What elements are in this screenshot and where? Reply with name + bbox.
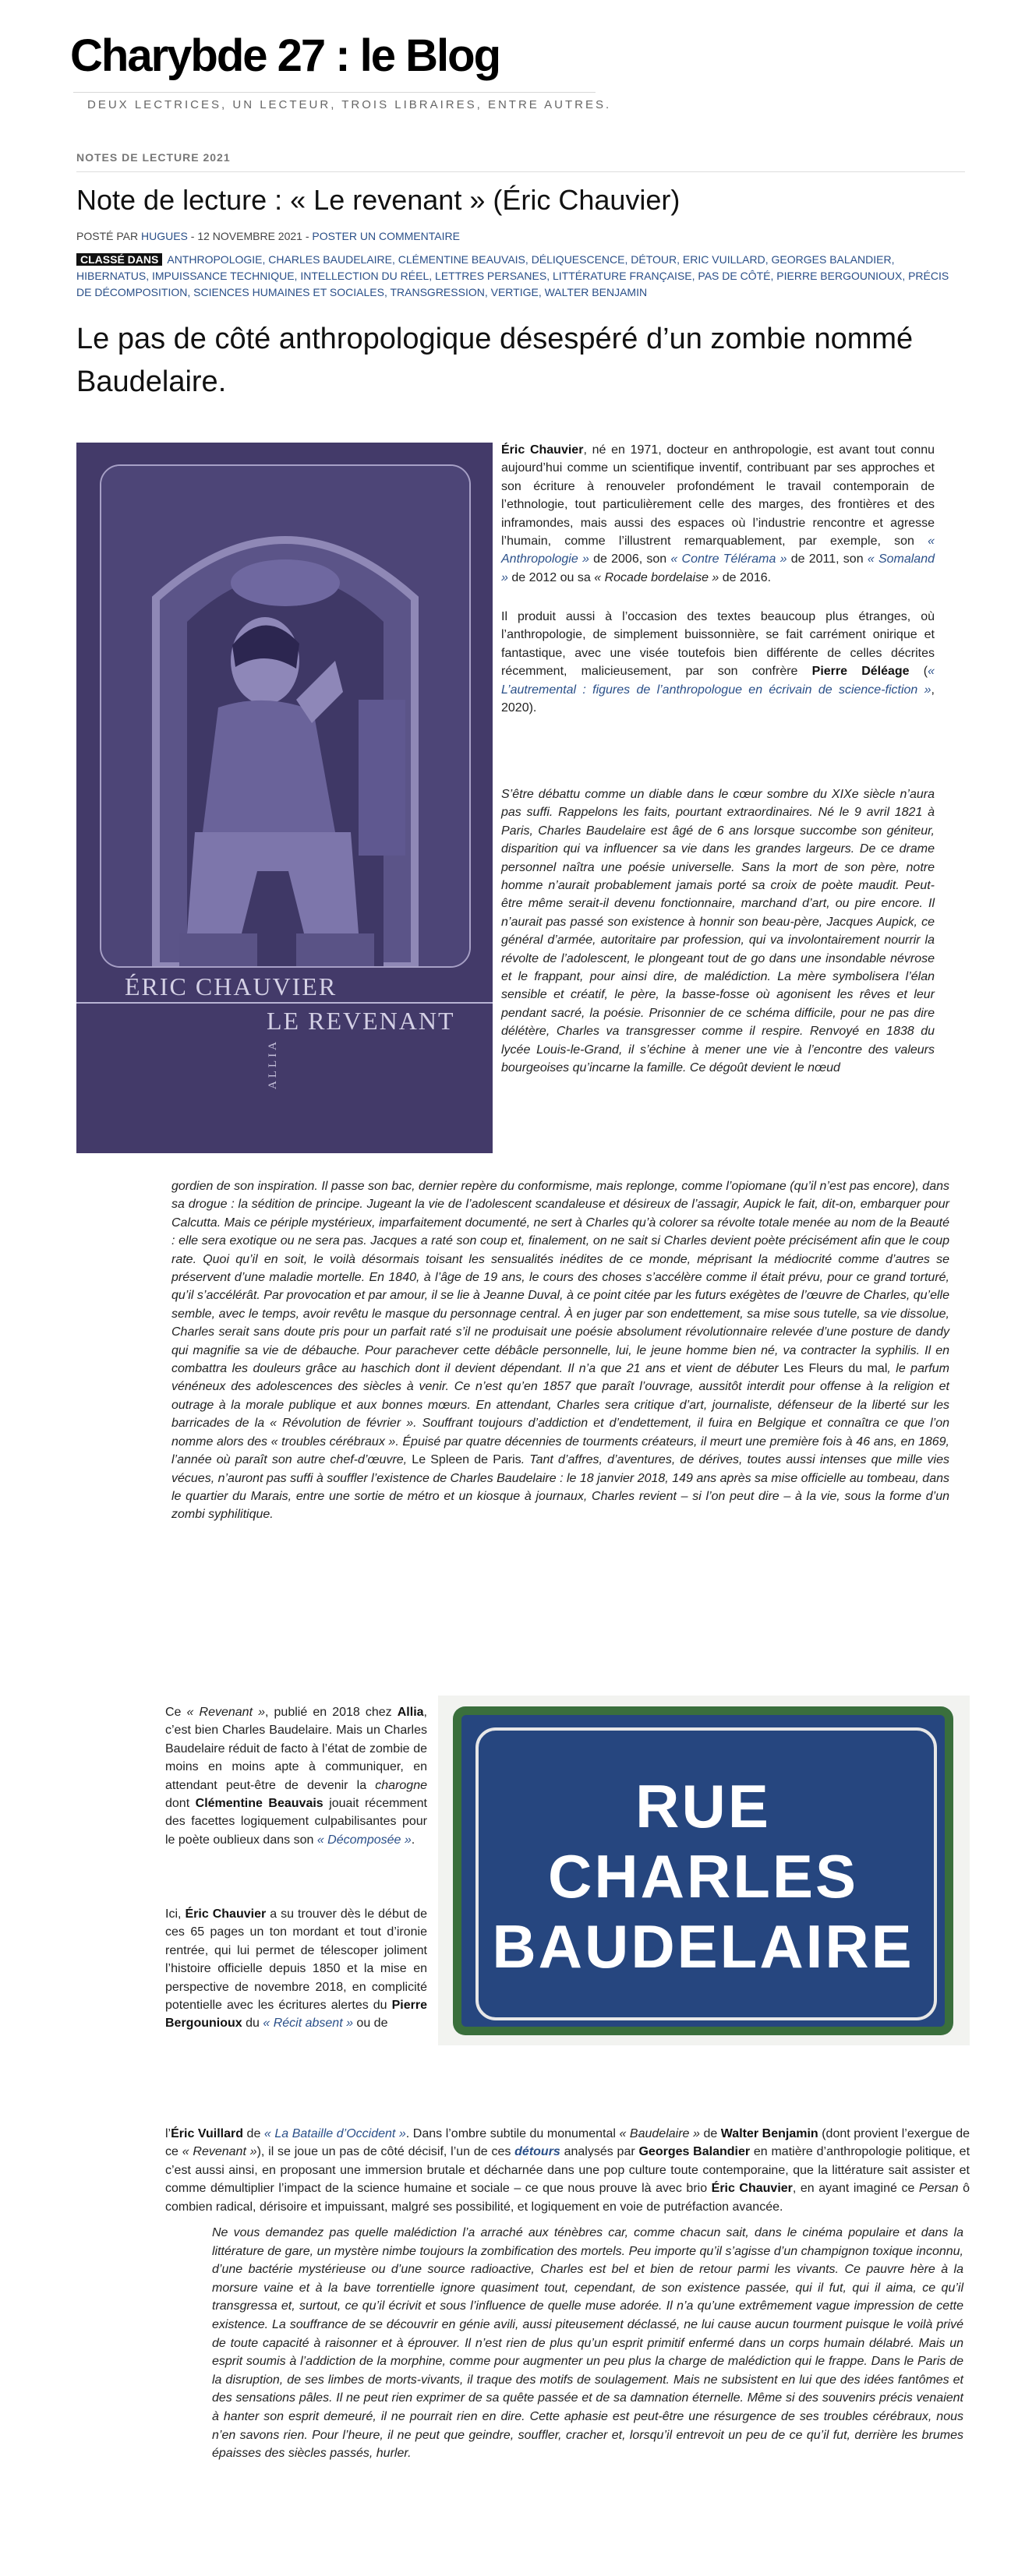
text-span: ( [909, 665, 928, 679]
text-span: , le parfum vénéneux des adolescences des siècles à venir. Ce n’est qu’en 1857 que paraît l’ouvrage, aussitôt interdit pour offense à la religion et outrage à la morale publique et aux bonnes mœurs. En attendant, Charles sera critique d’art, journaliste, défenseur de la liberté sur les barricades de la « Révolution de février ». Souffrant toujours d’addiction et d’endettement, il fuira en Belgique et connaîtra ce que l’on nomme alors des « troubles cérébraux ». Épuisé par quatre décennies de tourments créateurs, il meurt une première fois à 46 ans, en 1869, l’année où paraît son autre chef-d’œuvre, [171, 1362, 949, 1467]
tag-link[interactable]: CHARLES BAUDELAIRE [268, 253, 392, 266]
text-span: dont [165, 1797, 196, 1811]
text-span: , c’est bien Charles Baudelaire. Mais un Charles Baudelaire réduit de facto à l’état de zombie de moins en moins apte à communiquer, en attendant peut-être de devenir la [165, 1706, 427, 1792]
tag-link[interactable]: PRÉCIS DE DÉCOMPOSITION [76, 270, 949, 298]
link-anthropologie[interactable]: « Anthropologie » [501, 535, 935, 566]
tag-separator: , [624, 253, 631, 266]
post-meta [76, 230, 460, 242]
word-persan: Persan [918, 2182, 959, 2196]
sign-line-2: CHARLES [547, 1842, 858, 1911]
paragraph-ici [165, 1905, 427, 2033]
text-span: ), il se joue un pas de côté décisif, l’un de ces [256, 2145, 515, 2159]
book-title-revenant: « Revenant » [182, 2145, 257, 2159]
tag-link[interactable]: DÉTOUR [631, 253, 677, 266]
tag-separator: , [525, 253, 532, 266]
link-detours[interactable]: détours [514, 2145, 560, 2159]
text-span: de [699, 2127, 721, 2140]
name-pierre-deleage: Pierre Déléage [811, 665, 910, 679]
tag-list [76, 253, 949, 298]
name-eric-vuillard: Éric Vuillard [171, 2127, 243, 2140]
post-title[interactable]: Note de lecture : « Le revenant » (Éric Chauvier) [76, 184, 680, 216]
text-span: de [243, 2127, 264, 2140]
tag-separator: , [262, 253, 269, 266]
text-span: , 2020). [501, 683, 935, 715]
name-walter-benjamin: Walter Benjamin [720, 2127, 818, 2140]
text-span: . Tant d’affres, d’aventures, de dérives, toutes aussi intenses que mille vies vécues, n’auront pas suffi à souffler l’existence de Charles Baudelaire : le 18 janvier 2018, 149 ans après sa mise officielle au tombeau, dans le quartier du Marais, entre une sortie de métro et un kiosque à journaux, Charles revient – si l’on peut dire – à la vie, sous la forme d’un zombi syphilitique. [171, 1453, 950, 1522]
street-sign-image [438, 1696, 970, 2045]
tag-separator: , [770, 270, 777, 282]
link-recit-absent[interactable]: « Récit absent » [263, 2017, 353, 2031]
tag-link[interactable]: PAS DE CÔTÉ [698, 270, 771, 282]
cover-portrait-illustration [101, 466, 469, 966]
text-span: . [411, 1833, 415, 1847]
category-divider [76, 171, 965, 172]
text-span: jouait récemment des facettes logiquement culpabilisantes pour le poète oublieux dans son [165, 1797, 427, 1847]
tag-link[interactable]: PIERRE BERGOUNIOUX [776, 270, 903, 282]
paragraph-revenant [165, 1703, 427, 1849]
cover-divider [76, 1002, 493, 1004]
category-header[interactable]: NOTES DE LECTURE 2021 [76, 151, 231, 164]
post-subtitle: Le pas de côté anthropologique désespéré d’un zombie nommé Baudelaire. [76, 323, 914, 398]
text-span: . Dans l’ombre subtile du monumental [405, 2127, 620, 2140]
title-divider [73, 92, 596, 93]
site-tagline: DEUX LECTRICES, UN LECTEUR, TROIS LIBRAIRES, ENTRE AUTRES. [87, 98, 612, 111]
classe-badge: CLASSÉ DANS [76, 253, 162, 266]
meta-comment-link[interactable]: POSTER UN COMMENTAIRE [312, 230, 460, 242]
tag-link[interactable]: GEORGES BALANDIER [771, 253, 892, 266]
tag-link[interactable]: LETTRES PERSANES [435, 270, 547, 282]
text-span: Ce [165, 1706, 187, 1719]
paragraph-strange-texts [501, 608, 935, 717]
sign-line-3: BAUDELAIRE [492, 1912, 914, 1981]
link-bataille-occident[interactable]: « La Bataille d’Occident » [263, 2127, 406, 2140]
excerpt-text: S’être débattu comme un diable dans le cœur sombre du XIXe siècle n’aura pas suffi. Rappelons les faits, pourtant extraordinaires. Né le 9 avril 1821 à Paris, Charles Baudelaire est âgé de 6 ans lorsque succombe son géniteur, disparition qui va influencer sa vie dans les grandes largeurs. De ce drame personnel naîtra une poésie universelle. Sans la mort de son père, notre homme n’aurait probablement jamais porté sa croix de poète maudit. Peut-être même serait-il devenu fonctionnaire, marchand d’art, ou pire encore. Il n’aurait pas passé son existence à honnir son beau-père, Jacques Aupick, ce général d’armée, autoritaire par profession, qui va involontairement nourrir la révolte de l’adolescent, le plongeant tout de go dans une insondable névrose et le frappant, pour ainsi dire, de malédiction. La mère symbolisera l’élan sensible et créatif, le père, la basse-fosse où agonisent les rêves et leur pendant sacré, la poésie. Prisonnier de ce schéma difficile, pour ne pas dire délétère, Charles va transgresser comme il respire. Renvoyé en 1838 du lycée Louis-le-Grand, il s’échine à mener une vie à l’encontre des valeurs bourgeoises qu’incarne la famille. Ce dégoût devient le nœud [501, 788, 935, 1075]
cover-title: LE REVENANT [267, 1007, 455, 1035]
tag-separator: , [677, 253, 683, 266]
quote-excerpt-part2 [171, 1177, 949, 1524]
text-span: l’ [165, 2127, 171, 2140]
tag-separator: , [146, 270, 152, 282]
text-span: en matière d’anthropologie politique, et c’est aussi ainsi, en proposant une immersion brutale et décharnée dans une pop culture toute contemporaine, que la littérature sait assister et comme démultiplier l’impact de la science humaine et sociale – ce que nous prouve là avec brio [165, 2145, 970, 2196]
tag-separator: , [392, 253, 398, 266]
text-span: Ici, [165, 1907, 186, 1921]
tag-separator: , [902, 270, 909, 282]
author-name: Éric Chauvier [711, 2182, 793, 2196]
text-span: , né en 1971, docteur en anthropologie, est avant tout connu aujourd’hui comme un scientifique inventif, contribuant par ses approches et son écriture à renouveler profondément le travail contemporain de l’ethnologie, tout particulièrement celle des marges, des frontières et des inframondes, mais aussi des espaces où l’industrie rencontre et agresse l’humain, comme l’illustrent remarquablement, par exemple, son [501, 443, 935, 549]
text-span: de 2011, son [787, 552, 868, 566]
quote-excerpt-part1 [501, 785, 935, 1078]
text-span: analysés par [560, 2145, 639, 2159]
tag-link[interactable]: HIBERNATUS [76, 270, 147, 282]
paragraph-ici-continued [165, 2125, 970, 2216]
book-title-rocade: « Rocade bordelaise » [594, 570, 719, 584]
tag-link[interactable]: CLÉMENTINE BEAUVAIS [398, 253, 525, 266]
post-tags [76, 252, 965, 301]
text-span: de 2012 ou sa [507, 570, 595, 584]
author-name: Éric Chauvier [501, 443, 584, 457]
tag-separator: , [484, 286, 491, 298]
tag-separator: , [384, 286, 391, 298]
cover-photo-frame [100, 464, 471, 968]
street-sign-plate [461, 1715, 945, 2027]
name-pierre-bergounioux: Pierre Bergounioux [165, 1999, 427, 2031]
link-somaland[interactable]: « Somaland » [501, 552, 935, 584]
name-georges-balandier: Georges Balandier [638, 2145, 751, 2159]
tag-separator: , [294, 270, 301, 282]
tag-link[interactable]: ERIC VUILLARD [682, 253, 765, 266]
text-span: Il produit aussi à l’occasion des textes beaucoup plus étranges, où l’anthropologie, de simplement buissonnière, se fait carrément onirique et fantastique, avec une visée toutefois bien différente de celles décrites récemment, malicieusement, par son confrère [501, 610, 935, 679]
tag-separator: , [891, 253, 895, 266]
book-title-fleurs-du-mal: Les Fleurs du mal [783, 1362, 888, 1376]
tag-link[interactable]: VERTIGE [490, 286, 539, 298]
meta-author-link[interactable]: HUGUES [140, 230, 188, 242]
tag-link[interactable]: SCIENCES HUMAINES ET SOCIALES [193, 286, 384, 298]
tag-separator: , [187, 286, 194, 298]
tag-link[interactable]: DÉLIQUESCENCE [531, 253, 625, 266]
tag-separator: , [538, 286, 545, 298]
link-contre-telerama[interactable]: « Contre Télérama » [670, 552, 787, 566]
blockquote-excerpt: Ne vous demandez pas quelle malédiction l’a arraché aux ténèbres car, comme chacun sait, dans le cinéma populaire et dans la littérature de gare, un mystère nimbe toujours la zombification des mortels. Peu importe qu’il s’agisse d’un champignon toxique inconnu, d’une bactérie mystérieuse ou d’une source radioactive, Charles est bel et bien de retour parmi les vivants. Ce pauvre hère à la morsure vaine et à la bave torrentielle ignore quasiment tout, cependant, de son existence passée, qui il fut, qui il aima, ce qu’il transgressa et, surtout, ce qu’il écrivit et sous l’influence de quelle muse adorée. Il n’a qu’une extrêmement vague impression de cette existence. La souffrance de se découvrir en génie avili, aussi piteusement déclassé, ne lui cause aucun tourment puisque le voilà privé de toute capacité à raisonner et à éprouver. Il n’est rien de plus qu’un esprit primitif enfermé dans un corps humain délabré. Mais un esprit soumis à l’addiction de la morphine, comme pour augmenter un peu plus la charge de malédiction qui le frappe. Dans le Paris de la disruption, de ses limbes de morts-vivants, il traque des motifs de soulagement. Mais ne subsistent en lui que des idées fantômes et des sensations pâles. Il ne peut rien exprimer de sa quête passée et de sa damnation éternelle. Même si des souvenirs précis venaient à hanter son esprit demeuré, il ne pourrait rien en dire. Cette aphasie est peut-être une résurgence de ses troubles cérébraux, nous n’en savons rien. Pour l’heure, il ne peut que geindre, souffler, cracher et, lorsqu’il entrevoit un peu de ce qu’il fut, derrière les brumes épaisses des siècles passés, hurler. [212, 2226, 963, 2461]
cover-publisher: ALLIA [267, 1039, 279, 1089]
text-span: du [242, 2017, 263, 2031]
tag-separator: , [429, 270, 436, 282]
book-cover-image [76, 443, 493, 1153]
author-name: Éric Chauvier [185, 1907, 267, 1921]
text-span: (dont provient l’exergue de ce [165, 2127, 970, 2159]
tag-separator: , [691, 270, 698, 282]
book-title-revenant: « Revenant » [186, 1706, 265, 1719]
word-charogne: charogne [375, 1778, 427, 1792]
sign-line-1: RUE [635, 1772, 771, 1840]
paragraph-intro [501, 441, 935, 587]
text-span: , publié en 2018 chez [265, 1706, 398, 1719]
tag-link[interactable]: IMPUISSANCE TECHNIQUE [151, 270, 295, 282]
name-clementine-beauvais: Clémentine Beauvais [195, 1797, 323, 1811]
book-title-spleen: Le Spleen de Paris [412, 1453, 521, 1467]
tag-link[interactable]: LITTÉRATURE FRANÇAISE [552, 270, 692, 282]
text-span: a su trouver dès le début de ces 65 pages un ton mordant et tout d’ironie rentrée, qui lui permet de télescoper joliment l’histoire officielle depuis 1850 et la mise en perspective de novembre 2018, en complicité potentielle avec les écritures alertes du [165, 1907, 428, 2013]
site-title[interactable]: Charybde 27 : le Blog [70, 30, 500, 81]
text-span: de 2006, son [589, 552, 671, 566]
tag-separator: , [546, 270, 553, 282]
cover-author: ÉRIC CHAUVIER [125, 972, 338, 1000]
tag-link[interactable]: WALTER BENJAMIN [544, 286, 648, 298]
publisher-allia: Allia [397, 1706, 424, 1719]
text-span: de 2016. [719, 570, 772, 584]
tag-link[interactable]: TRANSGRESSION [390, 286, 485, 298]
meta-date: - 12 NOVEMBRE 2021 - [187, 230, 313, 242]
tag-separator: , [765, 253, 772, 266]
link-autremental[interactable]: « L’autremental : figures de l’anthropologue en écrivain de science-fiction » [501, 665, 935, 697]
text-span: ô combien radical, dérisoire et impuissant, malgré ses possibilité, et logiquement en voie de putréfaction avancée. [165, 2182, 970, 2214]
text-span: , en ayant imaginé ce [792, 2182, 919, 2196]
text-span: ou de [352, 2017, 388, 2031]
text-span: gordien de son inspiration. Il passe son bac, dernier repère du conformisme, mais replonge, comme l’opiomane (qu’il n’est pas encore), dans sa drogue : la sédition de principe. Jugeant la vie de l’adolescent scandaleuse et désireux de l’assagir, Aupick le fait, dit-on, embarquer pour Calcutta. Mais ce périple mystérieux, imparfaitement documenté, ne sert à Charles qu’à colorer sa révolte totale menée au nom de la Beauté : elle sera exotique ou ne sera pas. Jacques a raté son coup et, finalement, on ne sait si Charles devient poète précisément afin que le coup rate. Quoi qu’il en soit, le voilà désormais toisant les sensualités inédites de ce monde, méprisant la médiocrité comme d’autres se préservent d’une maladie mortelle. En 1840, à l’âge de 19 ans, le cours des choses s’accélère comme il était prévu, pour ce grand torturé, qu’il s’accélérât. Par provocation et par amour, il se lie à Jeanne Duval, à ce point citée par les futurs exégètes de l’œuvre de Charles, qu’elle semble, avec le temps, avoir revêtu le masque du personnage central. À en juger par son endettement, sa mise sous tutelle, sa vie dissolue, Charles serait sans doute pris pour un parfait raté s’il ne produisait une poésie absolument révolutionnaire relevée d’une posture de dandy qui magnifie sa vie de débauche. Pour parachever cette débâcle personnelle, lui, le jeune homme bien né, va contracter la syphilis. Il en combattra les douleurs grâce au haschich dont il devient dépendant. Il n’a que 21 ans et vient de débuter [171, 1180, 949, 1376]
tag-link[interactable]: ANTHROPOLOGIE [167, 253, 263, 266]
meta-posted-by: POSTÉ PAR [76, 230, 141, 242]
tag-link[interactable]: INTELLECTION DU RÉEL [300, 270, 429, 282]
book-title-baudelaire: « Baudelaire » [619, 2127, 700, 2140]
link-decomposee[interactable]: « Décomposée » [316, 1833, 412, 1847]
